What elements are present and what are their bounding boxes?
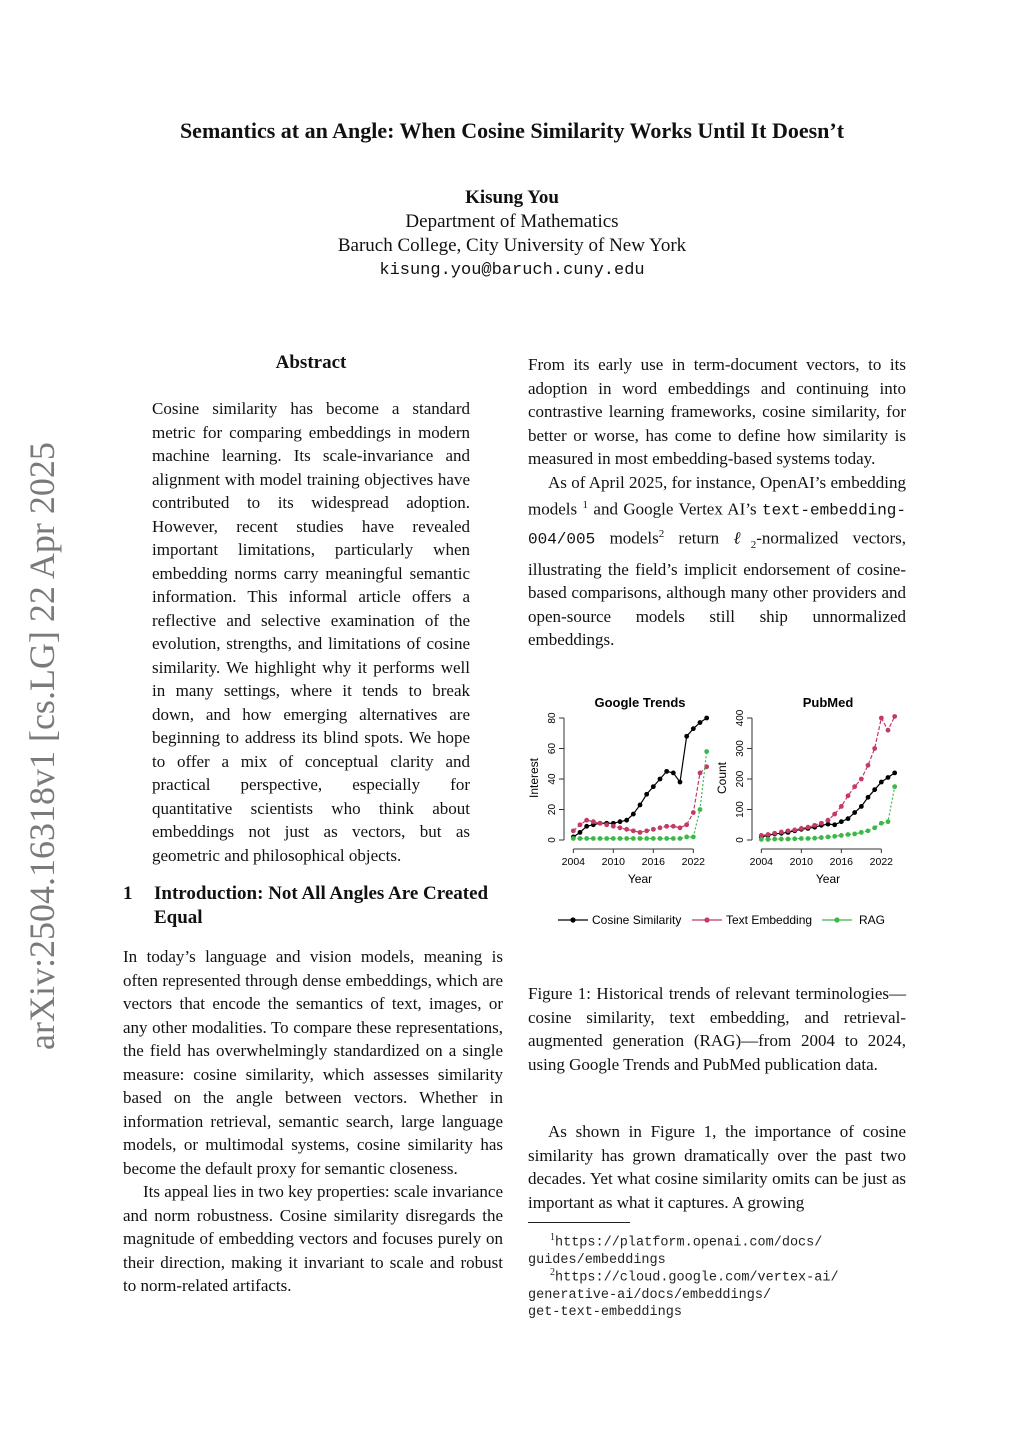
panel-2-series-1-point [839, 819, 844, 824]
panel-2-series-3-point [779, 837, 784, 842]
panel-1-series-3-point [598, 836, 603, 841]
footnote-ref-2[interactable]: 2 [658, 528, 665, 541]
panel-1-series-2-point [578, 822, 583, 827]
panel-2-series-1-point [866, 795, 871, 800]
legend-label-2: Text Embedding [726, 913, 813, 927]
panel-1-series-2-point [618, 825, 623, 830]
author-department: Department of Mathematics [405, 211, 619, 232]
legend-label-1: Cosine Similarity [592, 913, 682, 927]
panel-2-series-3-point [866, 828, 871, 833]
section-number: 1 [123, 883, 133, 904]
panel-1-series-3-point [591, 836, 596, 841]
panel-2-series-2-point [886, 728, 891, 733]
panel-2-series-2-point [779, 830, 784, 835]
panel-1-y-label: Interest [527, 757, 541, 799]
inline-code-model: text-embedding-004/005 [528, 501, 907, 549]
panel-2-series-3-point [819, 835, 824, 840]
panel-1-series-1-point [671, 771, 676, 776]
footnote-1-mark: 1 [550, 1232, 555, 1243]
panel-1-series-2-point [691, 810, 696, 815]
panel-1-series-2-point [611, 824, 616, 829]
panel-1-series-1-point [624, 818, 629, 823]
panel-1-series-1-point [631, 812, 636, 817]
panel-1-series-2-point [638, 830, 643, 835]
panel-2-series-3-point [826, 835, 831, 840]
panel-1-series-2-point [598, 821, 603, 826]
panel-2-series-2-point [852, 784, 857, 789]
panel-1-series-1-point [664, 769, 669, 774]
panel-2-series-1-point [859, 804, 864, 809]
legend-marker-2 [704, 917, 709, 922]
panel-2-series-1-point [872, 787, 877, 792]
legend-label-3: RAG [859, 913, 886, 927]
panel-1-series-3-point [691, 835, 696, 840]
panel-1-series-1-point [678, 780, 683, 785]
panel-2-title: PubMed [802, 695, 854, 710]
panel-1-series-3-point [651, 836, 656, 841]
panel-1-series-1-point [658, 777, 663, 782]
author-affiliation: Baruch College, City University of New York [337, 235, 687, 256]
panel-1-series-2-point [584, 818, 589, 823]
panel-2-series-2-point [879, 716, 884, 721]
panel-1-series-1-point [638, 803, 643, 808]
footnote-2-line-3[interactable]: get-text-embeddings [528, 1304, 682, 1320]
panel-2-x-tick-label: 2010 [789, 856, 814, 868]
p2-text-e: -normalized vectors, illustrating the field’s implicit endorsement of cosine-based comparisons, although many other providers and open-source models still ship unnormalized embeddings. [528, 528, 907, 650]
abstract-heading: Abstract [275, 352, 347, 373]
panel-1-series-3-point [704, 749, 709, 754]
panel-2-series-3-point [799, 836, 804, 841]
right-paragraph-2 [528, 471, 906, 652]
panel-2-series-3-point [859, 830, 864, 835]
panel-2-y-tick-label: 0 [735, 837, 746, 843]
panel-2-series-3-point [879, 821, 884, 826]
panel-2-series-3-point [892, 784, 897, 789]
panel-2-series-2-point [826, 818, 831, 823]
panel-1-series-3-point [658, 836, 663, 841]
panel-2-series-2-point [866, 763, 871, 768]
footnote-rule [528, 1222, 630, 1223]
panel-1-series-3-point [618, 836, 623, 841]
panel-2-series-2-point [832, 812, 837, 817]
intro-paragraph-2: Its appeal lies in two key properties: scale invariance and norm robustness. Cosine similarity disregards the magnitude of embedding vectors and focuses purely on their direction, making it invariant to scale and robust to norm-related artifacts. [123, 1182, 503, 1295]
panel-2-series-2-point [792, 828, 797, 833]
figure-caption: Figure 1: Historical trends of relevant terminologies—cosine similarity, text embedding, and retrieval-augmented generation (RAG)—from 2004 to 2024, using Google Trends and PubMed publication data. [528, 984, 906, 1074]
panel-2-series-3-point [772, 837, 777, 842]
panel-1-series-3-point [678, 836, 683, 841]
panel-2-series-3-point [766, 837, 771, 842]
right-paragraph-1: From its early use in term-document vectors, to its adoption in word embeddings and continuing into contrastive learning frameworks, cosine similarity, for better or worse, has come to define how similarity is measured in most embedding-based systems today. [528, 355, 906, 468]
p2-text-c: models [595, 528, 659, 548]
intro-body [123, 945, 503, 1298]
panel-2-series-2-point [819, 821, 824, 826]
panel-2-series-2-point [799, 826, 804, 831]
panel-1-series-3-point [611, 836, 616, 841]
panel-2-series-2-point [772, 831, 777, 836]
panel-2-series-3-point [806, 836, 811, 841]
panel-1-series-2-point [591, 819, 596, 824]
panel-2-series-3-point [759, 837, 764, 842]
panel-2-series-2-point [812, 823, 817, 828]
panel-1-series-1-point [584, 824, 589, 829]
panel-1-series-1-point [691, 726, 696, 731]
footnote-ref-1[interactable]: 1 [582, 499, 589, 511]
panel-2-series-3-point [786, 837, 791, 842]
panel-1-series-2-point [664, 824, 669, 829]
panel-2-series-3-point [886, 819, 891, 824]
panel-2-series-3-point [792, 836, 797, 841]
panel-1-y-tick-label: 0 [547, 837, 558, 843]
panel-2-y-tick-label: 100 [735, 801, 746, 818]
panel-1-series-3-point [584, 836, 589, 841]
panel-1-series-2-point [651, 827, 656, 832]
panel-2-series-2-point [859, 777, 864, 782]
panel-2-series-1-point [846, 816, 851, 821]
arxiv-identifier: arXiv:2504.16318v1 [cs.LG] 22 Apr 2025 [22, 442, 62, 1050]
footnote-2-mark: 2 [550, 1267, 555, 1278]
panel-2-series-3-point [852, 832, 857, 837]
panel-1-x-tick-label: 2010 [601, 856, 626, 868]
footnote-2-line-2[interactable]: generative-ai/docs/embeddings/ [528, 1287, 772, 1303]
author-email[interactable]: kisung.you@baruch.cuny.edu [379, 261, 645, 280]
author-name: Kisung You [465, 187, 559, 208]
section-title: Introduction: Not All Angles Are Created Equal [154, 883, 489, 928]
panel-2-y-tick-label: 300 [735, 740, 746, 757]
panel-1-series-3-point [571, 836, 576, 841]
panel-2-y-label: Count [715, 761, 729, 795]
panel-2-y-tick-label: 400 [735, 709, 746, 727]
panel-1-series-2-point [678, 825, 683, 830]
panel-1-series-2-point [644, 828, 649, 833]
ell-symbol: ℓ [733, 528, 751, 548]
panel-1-x-tick-label: 2016 [641, 856, 666, 868]
panel-1-series-1-point [618, 819, 623, 824]
panel-1-series-1-point [684, 734, 689, 739]
panel-1-series-1-point [578, 830, 583, 835]
panel-1-series-3-point [624, 836, 629, 841]
panel-1-y-tick-label: 40 [547, 773, 558, 785]
right-paragraph-3: As shown in Figure 1, the importance of cosine similarity has grown dramatically over the past two decades. Yet what cosine similarity omits can be just as important as what it captures. A growing [528, 1122, 906, 1212]
panel-2-series-2-point [806, 825, 811, 830]
panel-1-x-tick-label: 2022 [681, 856, 706, 868]
panel-2-series-2-line [761, 716, 894, 835]
panel-1-x-label: Year [627, 872, 653, 886]
panel-1-series-2-point [684, 822, 689, 827]
panel-2-series-1-point [892, 771, 897, 776]
panel-1-series-3-point [644, 836, 649, 841]
p2-text-b: and Google Vertex AI’s [588, 499, 762, 519]
panel-2-y-tick-label: 200 [735, 770, 746, 788]
panel-2-series-3-point [872, 825, 877, 830]
legend-marker-3 [834, 917, 839, 922]
panel-1-series-2-point [631, 828, 636, 833]
panel-1-series-3-point [631, 836, 636, 841]
panel-2-series-3-point [812, 836, 817, 841]
figure-1 [526, 688, 906, 938]
panel-2-series-3-point [839, 833, 844, 838]
panel-2-x-tick-label: 2004 [749, 856, 774, 868]
panel-1-series-3-point [664, 836, 669, 841]
panel-1-series-3-point [604, 836, 609, 841]
panel-1-series-1-point [644, 792, 649, 797]
footnote-1-line-1[interactable]: https://platform.openai.com/docs/ [555, 1235, 823, 1251]
panel-1-y-tick-label: 20 [547, 803, 558, 816]
panel-1-series-2-point [604, 822, 609, 827]
panel-2-series-2-point [872, 746, 877, 751]
panel-2-series-2-point [892, 714, 897, 719]
intro-paragraph-1: In today’s language and vision models, meaning is often represented through dense embeddings, which are vectors that encode the semantics of text, images, or any other modalities. To compare these representations, the field has overwhelmingly standardized on a single measure: cosine similarity, which assesses similarity based on the angle between vectors. Whether in information retrieval, semantic search, large language models, or multimodal systems, cosine similarity has become the default proxy for semantic closeness. [123, 947, 503, 1178]
footnote-2-line-1[interactable]: https://cloud.google.com/vertex-ai/ [555, 1270, 839, 1286]
panel-1-series-3-point [578, 836, 583, 841]
panel-1-y-tick-label: 80 [547, 712, 558, 724]
p2-text-a: As of April 2025, for instance, OpenAI’s embedding models [528, 472, 906, 519]
right-column-top [528, 353, 906, 652]
footnote-1-line-2[interactable]: guides/embeddings [528, 1252, 666, 1268]
footnote-1 [528, 1229, 908, 1269]
panel-2-x-tick-label: 2022 [869, 856, 894, 868]
panel-2-series-2-point [766, 832, 771, 837]
panel-1-series-1-point [651, 784, 656, 789]
panel-1-series-2-point [624, 827, 629, 832]
panel-2-series-1-point [879, 780, 884, 785]
panel-1-y-tick-label: 60 [547, 742, 558, 755]
panel-1-series-3-point [638, 836, 643, 841]
p2-text-d: return [664, 528, 734, 548]
panel-1-x-tick-label: 2004 [561, 856, 586, 868]
panel-1-title: Google Trends [594, 695, 686, 710]
panel-1-series-1-point [698, 720, 703, 725]
panel-1-series-2-point [698, 771, 703, 776]
panel-2-series-1-point [886, 775, 891, 780]
footnote-2 [528, 1264, 908, 1321]
panel-2-series-1-point [852, 810, 857, 815]
panel-2-x-label: Year [815, 872, 841, 886]
panel-2-series-1-point [832, 822, 837, 827]
panel-2-series-3-point [846, 832, 851, 837]
panel-2-series-3-point [832, 834, 837, 839]
panel-2-series-2-point [786, 828, 791, 833]
panel-1-series-3-point [698, 807, 703, 812]
panel-1-series-3-point [671, 836, 676, 841]
panel-2-series-2-point [839, 804, 844, 809]
panel-1-series-1-point [704, 716, 709, 721]
figure-1-chart [526, 688, 906, 938]
paper-title: Semantics at an Angle: When Cosine Similarity Works Until It Doesn’t [179, 118, 845, 143]
panel-2-x-tick-label: 2016 [829, 856, 854, 868]
ell-subscript: 2 [750, 539, 757, 552]
panel-1-series-2-point [571, 828, 576, 833]
panel-2-series-2-point [846, 793, 851, 798]
legend-marker-1 [570, 917, 575, 922]
panel-1-series-2-point [658, 825, 663, 830]
panel-1-series-3-point [684, 835, 689, 840]
panel-1-series-2-point [671, 824, 676, 829]
abstract-text: Cosine similarity has become a standard metric for comparing embeddings in modern machine learning. Its scale-invariance and alignment with model training objectives have contributed to its widespread adoption. However, recent studies have revealed important limitations, particularly when embedding norms carry meaningful semantic information. This informal article offers a reflective and selective examination of the evolution, strengths, and limitations of cosine similarity. We highlight why it performs well in many settings, where it tends to break down, and how emerging alternatives are beginning to address its blind spots. We hope to offer a mix of conceptual clarity and practical perspective, especially for quantitative scientists who think about embeddings not just as vectors, but as geometric and philosophical objects. [152, 399, 470, 865]
